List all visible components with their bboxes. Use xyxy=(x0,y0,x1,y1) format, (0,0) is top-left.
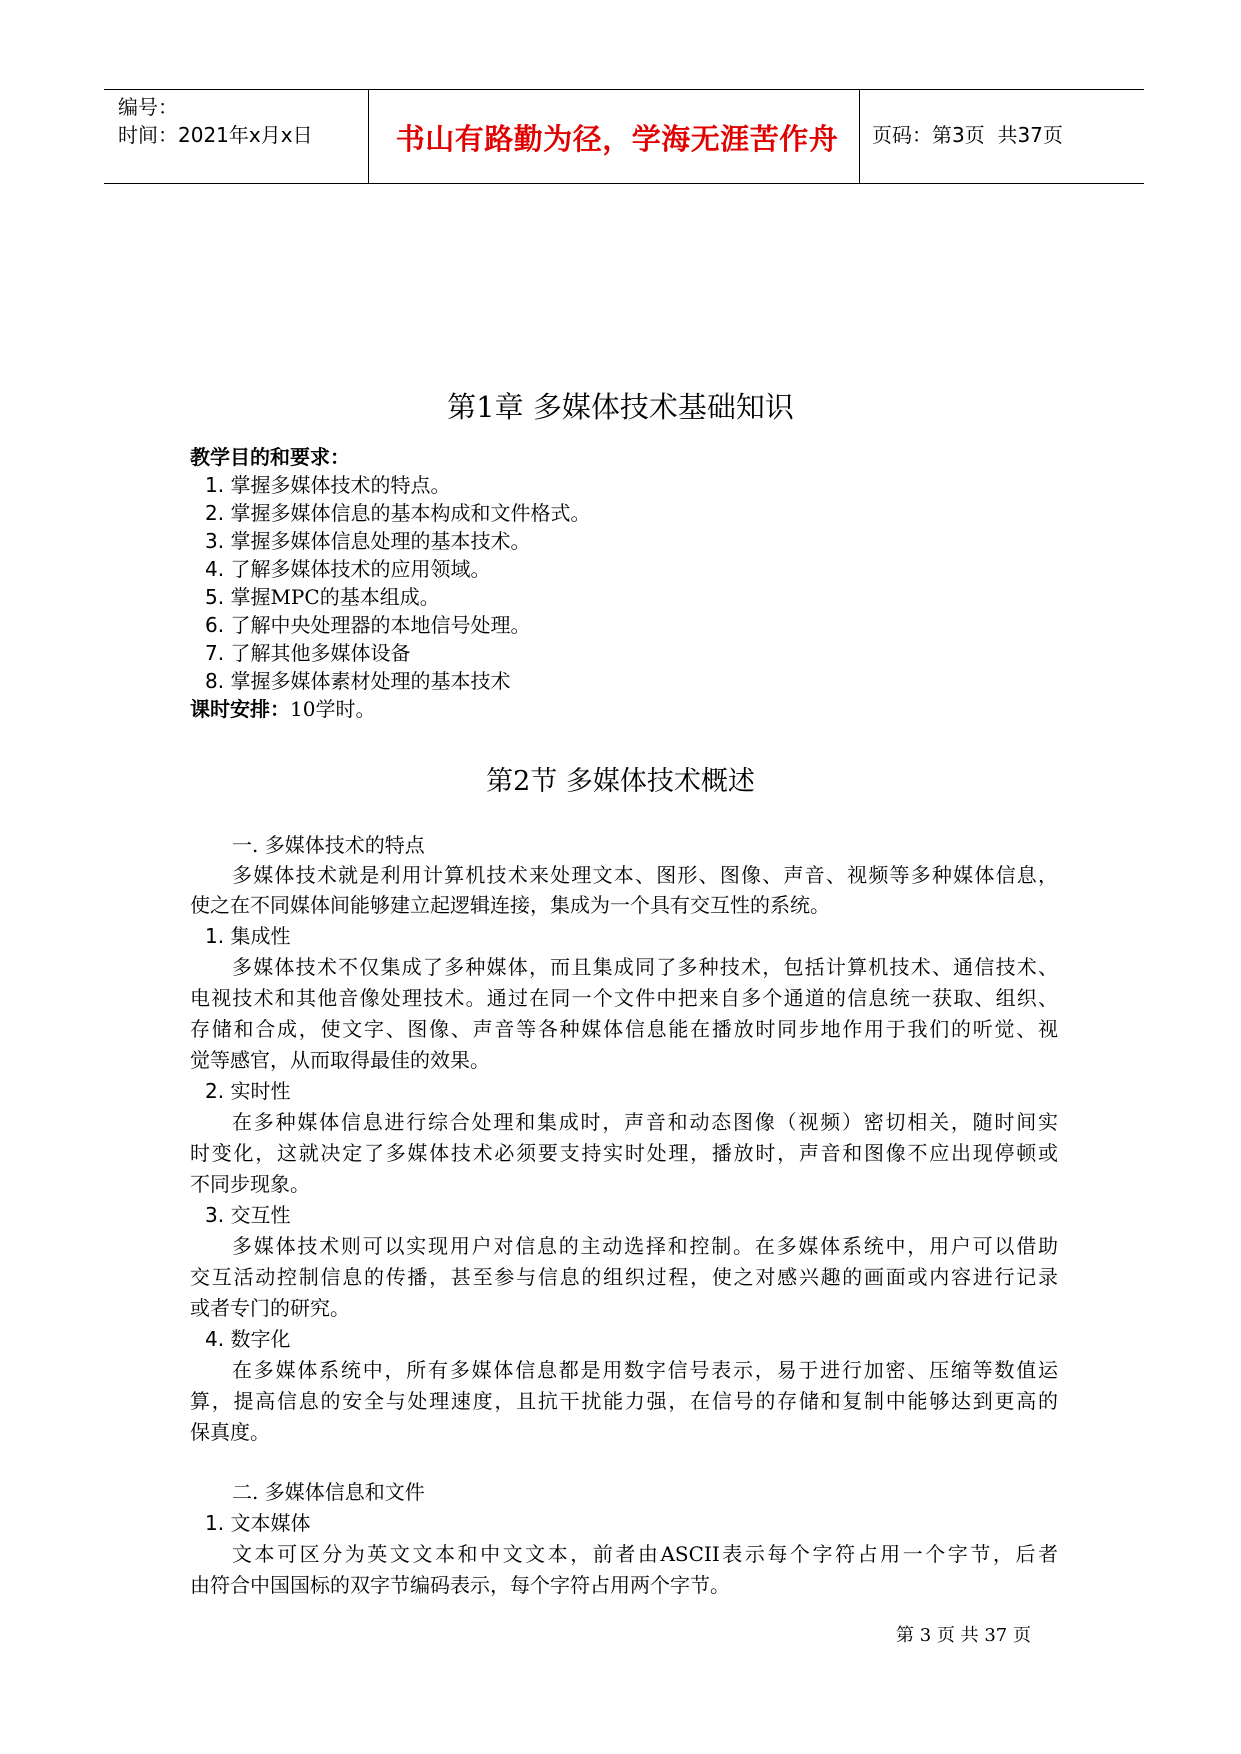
header-time-label: 时间：2021年x月x日 xyxy=(118,123,313,147)
class-hours-value: 10学时。 xyxy=(290,697,376,721)
paragraph-line: 在多种媒体信息进行综合处理和集成时，声音和动态图像（视频）密切相关，随时间实 xyxy=(232,1110,1058,1134)
section-title: 第2节 多媒体技术概述 xyxy=(486,766,755,797)
paragraph-line: 在多媒体系统中，所有多媒体信息都是用数字信号表示，易于进行加密、压缩等数值运 xyxy=(232,1358,1058,1382)
subsection-heading: 1. 集成性 xyxy=(205,924,291,948)
list-item: 8. 掌握多媒体素材处理的基本技术 xyxy=(205,669,511,693)
subsection-heading: 3. 交互性 xyxy=(205,1203,291,1227)
header-number-label: 编号： xyxy=(118,95,178,119)
paragraph-line: 多媒体技术就是利用计算机技术来处理文本、图形、图像、声音、视频等多种媒体信息， xyxy=(232,863,1058,887)
paragraph-line: 电视技术和其他音像处理技术。通过在同一个文件中把来自多个通道的信息统一获取、组织、 xyxy=(190,986,1058,1010)
list-item: 7. 了解其他多媒体设备 xyxy=(205,641,411,665)
class-hours xyxy=(190,694,375,724)
subsection-heading: 4. 数字化 xyxy=(205,1327,291,1351)
header-page-info: 页码：第3页 共37页 xyxy=(872,123,1063,147)
subsection-heading: 2. 实时性 xyxy=(205,1079,291,1103)
list-item: 6. 了解中央处理器的本地信号处理。 xyxy=(205,613,531,637)
paragraph-line: 交互活动控制信息的传播，甚至参与信息的组织过程，使之对感兴趣的画面或内容进行记录 xyxy=(190,1265,1058,1289)
paragraph-line: 时变化，这就决定了多媒体技术必须要支持实时处理，播放时，声音和图像不应出现停顿或 xyxy=(190,1141,1058,1165)
list-item: 1. 掌握多媒体技术的特点。 xyxy=(205,473,451,497)
paragraph-line: 算，提高信息的安全与处理速度，且抗干扰能力强，在信号的存储和复制中能够达到更高的 xyxy=(190,1389,1058,1413)
paragraph-line: 文本可区分为英文文本和中文文本，前者由ASCII表示每个字符占用一个字节，后者 xyxy=(232,1542,1058,1566)
header-divider-left xyxy=(368,90,369,183)
chapter-title: 第1章 多媒体技术基础知识 xyxy=(447,390,794,424)
list-item: 3. 掌握多媒体信息处理的基本技术。 xyxy=(205,529,531,553)
list-item: 5. 掌握MPC的基本组成。 xyxy=(205,585,440,609)
list-item: 2. 掌握多媒体信息的基本构成和文件格式。 xyxy=(205,501,591,525)
header-meta xyxy=(118,93,313,149)
header-motto: 书山有路勤为径，学海无涯苦作舟 xyxy=(395,122,839,156)
paragraph-line: 使之在不同媒体间能够建立起逻辑连接，集成为一个具有交互性的系统。 xyxy=(190,893,830,917)
paragraph-line: 由符合中国国标的双字节编码表示，每个字符占用两个字节。 xyxy=(190,1573,730,1597)
page-footer: 第 3 页 共 37 页 xyxy=(896,1625,1031,1646)
paragraph-line: 保真度。 xyxy=(190,1420,270,1444)
paragraph-line: 或者专门的研究。 xyxy=(190,1296,350,1320)
paragraph-line: 存储和合成，使文字、图像、声音等各种媒体信息能在播放时同步地作用于我们的听觉、视 xyxy=(190,1017,1058,1041)
objectives-heading: 教学目的和要求： xyxy=(190,445,350,469)
list-item: 4. 了解多媒体技术的应用领域。 xyxy=(205,557,491,581)
paragraph-line: 多媒体技术则可以实现用户对信息的主动选择和控制。在多媒体系统中，用户可以借助 xyxy=(232,1234,1058,1258)
document-header xyxy=(104,89,1144,184)
subsection-heading: 1. 文本媒体 xyxy=(205,1511,311,1535)
class-hours-label: 课时安排： xyxy=(190,697,290,721)
paragraph-line: 觉等感官，从而取得最佳的效果。 xyxy=(190,1048,490,1072)
paragraph-line: 不同步现象。 xyxy=(190,1172,310,1196)
part1-heading: 一. 多媒体技术的特点 xyxy=(232,833,425,857)
part2-heading: 二. 多媒体信息和文件 xyxy=(232,1480,425,1504)
paragraph-line: 多媒体技术不仅集成了多种媒体，而且集成同了多种技术，包括计算机技术、通信技术、 xyxy=(232,955,1058,979)
